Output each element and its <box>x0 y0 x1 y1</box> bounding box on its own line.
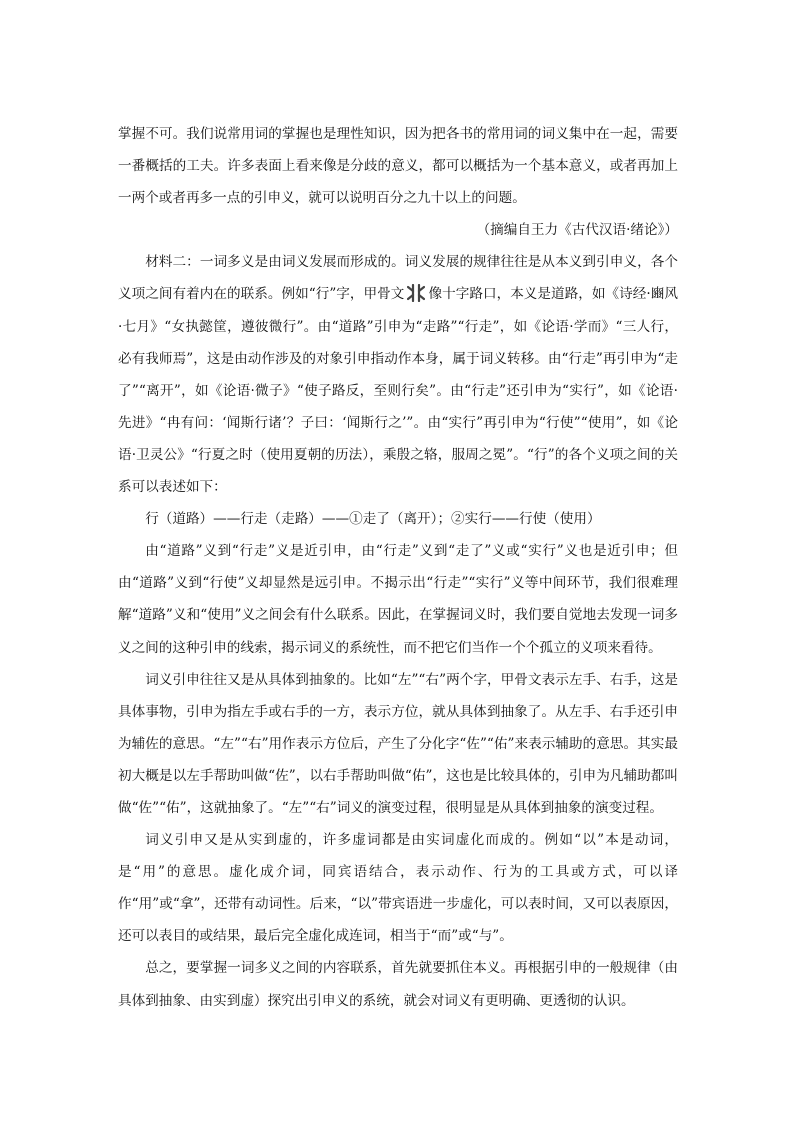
material-2-text-before: 材料二：一词多义是由词义发展而形成的。词义发展的规律往往是从本义到引申义，各个义项之间有着内在的联系。例如“行”字，甲骨文 <box>118 254 678 303</box>
paragraph-3: 由“道路”义到“行走”义是近引申，由“行走”义到“走了”义或“实行”义也是近引申；但由“道路”义到“行使”义却显然是远引申。不揭示出“行走”“实行”义等中间环节，我们很难理解“道路”义和“使用”义之间会有什么联系。因此，在掌握词义时，我们要自觉地去发现一词多义之间的这种引申的线索，揭示词义的系统性，而不把它们当作一个个孤立的义项来看待。 <box>118 543 678 656</box>
source-citation: （摘编自王力《古代汉语·绪论》） <box>476 222 678 239</box>
document-page <box>118 118 678 1017</box>
paragraph-5: 词义引申又是从实到虚的，许多虚词都是由实词虚化而成的。例如“以”本是动词，是“用”的意思。虚化成介词，同宾语结合，表示动作、行为的工具或方式，可以译作“用”或“拿”，还带有动词性。后来，“以”带宾语进一步虚化，可以表时间，又可以表原因，还可以表目的或结果，最后完全虚化成连词，相当于“而”或“与”。 <box>118 832 678 945</box>
paragraph-6: 总之，要掌握一词多义之间的内容联系，首先就要抓住本义。再根据引申的一般规律（由具体到抽象、由实到虚）探究出引申义的系统，就会对词义有更明确、更透彻的认识。 <box>118 960 678 1009</box>
oracle-bone-xing-icon <box>407 284 425 302</box>
paragraph-material-2 <box>118 246 678 503</box>
paragraph-4: 词义引申往往又是从具体到抽象的。比如“左”“右”两个字，甲骨文表示左手、右手，这是具体事物，引申为指左手或右手的一方，表示方位，就从具体到抽象了。从左手、右手还引申为辅佐的意思。“左”“右”用作表示方位后，产生了分化字“佐”“佑”来表示辅助的意思。其实最初大概是以左手帮助叫做“佐”，以右手帮助叫做“佑”，这也是比较具体的，引申为凡辅助都叫做“佐”“佑”，这就抽象了。“左”“右”词义的演变过程，很明显是从具体到抽象的演变过程。 <box>118 671 678 816</box>
meaning-chain: 行（道路）——行走（走路）——①走了（离开）；②实行——行使（使用） <box>145 511 601 528</box>
material-2-text-after: 像十字路口，本义是道路，如《诗经·豳风·七月》“女执懿筐，遵彼微行”。由“道路”引申为“走路”“行走”，如《论语·学而》“三人行，必有我师焉”，这是由动作涉及的对象引申指动作本身，属于词义转移。由“行走”再引申为“走了”“离开”，如《论语·微子》“使子路反，至则行矣”。由“行走”还引申为“实行”，如《论语·先进》“冉有问：‘闻斯行诸’？子曰：‘闻斯行之’”。由“实行”再引申为“行使”“使用”，如《论语·卫灵公》“行夏之时（使用夏朝的历法），乘殷之辂，服周之冕”。“行”的各个义项之间的关系可以表述如下： <box>118 286 678 496</box>
paragraph-1: 掌握不可。我们说常用词的掌握也是理性知识，因为把各书的常用词的词义集中在一起，需要一番概括的工夫。许多表面上看来像是分歧的意义，都可以概括为一个基本意义，或者再加上一两个或者再多一点的引申义，就可以说明百分之九十以上的问题。 <box>118 126 678 207</box>
